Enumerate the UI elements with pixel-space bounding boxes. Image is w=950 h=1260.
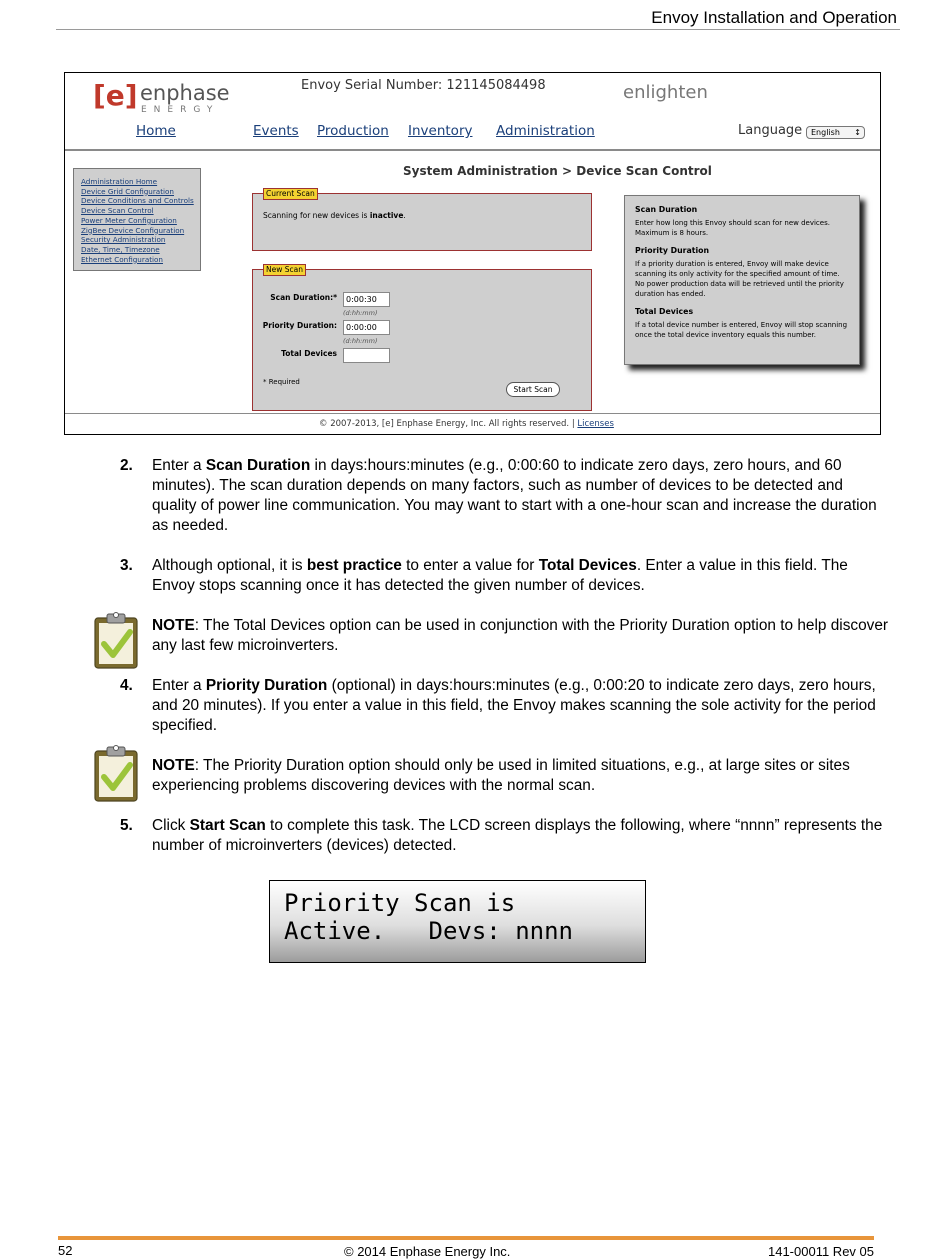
help-panel xyxy=(624,195,860,365)
scan-duration-hint: (d:hh:mm) xyxy=(343,309,378,317)
figure-footer-rule xyxy=(65,413,880,414)
side-menu-item[interactable]: Administration Home xyxy=(81,177,158,186)
page-number: 52 xyxy=(58,1243,73,1258)
help-text: If a priority duration is entered, Envoy will make device scanning its only activity for the specified amount of time. No power production data will be retrieved until the priority duration has ended. xyxy=(635,260,844,298)
help-heading: Priority Duration xyxy=(635,246,710,255)
priority-duration-label: Priority Duration: xyxy=(262,321,337,330)
step-3 xyxy=(120,556,890,596)
help-text: If a total device number is entered, Envoy will stop scanning once the total device inventory equals this number. xyxy=(635,321,848,339)
side-menu-item[interactable]: Device Scan Control xyxy=(81,206,154,216)
nav-inventory[interactable]: Inventory xyxy=(408,123,473,139)
envoy-screenshot-figure xyxy=(64,72,881,435)
step-number: 3. xyxy=(120,557,133,574)
language-select[interactable]: English ↕ xyxy=(806,126,865,139)
side-menu-item[interactable]: Ethernet Configuration xyxy=(81,254,163,264)
new-scan-tag: New Scan xyxy=(263,264,306,276)
step-text: Enter a Priority Duration (optional) in days:hours:minutes (e.g., 0:00:20 to indicate zero days, zero hours, and 20 minutes). If you enter a value in this field, the Envoy makes scanning the sole activity for the period specified. xyxy=(152,677,876,734)
step-text: Enter a Scan Duration in days:hours:minutes (e.g., 0:00:60 to indicate zero days, zero hours, and 60 minutes). The scan duration depends on many factors, such as number of devices to be detected and quality of power line communication. You may want to start with a one-hour scan and increase the duration as needed. xyxy=(152,457,877,534)
step-text: Click Start Scan to complete this task. The LCD screen displays the following, where “nnnn” represents the number of microinverters (devices) detected. xyxy=(152,817,883,854)
start-scan-button[interactable]: Start Scan xyxy=(506,382,560,397)
step-2 xyxy=(120,456,890,536)
nav-events[interactable]: Events xyxy=(253,123,299,139)
note-text: NOTE: The Priority Duration option should only be used in limited situations, e.g., at large sites or sites experiencing problems discovering devices with the normal scan. xyxy=(152,757,850,794)
side-menu-item[interactable]: Security Administration xyxy=(81,235,166,245)
side-menu-item[interactable]: Date, Time, Timezone xyxy=(81,244,160,254)
logo-bracket-e: [e] xyxy=(93,79,138,112)
footer-copyright: © 2014 Enphase Energy Inc. xyxy=(344,1244,511,1259)
help-heading: Total Devices xyxy=(635,307,694,316)
step-number: 2. xyxy=(120,457,133,474)
admin-side-menu xyxy=(73,168,201,271)
lcd-display xyxy=(269,880,646,963)
language-label: Language xyxy=(738,123,803,138)
lcd-line-2: Active. Devs: nnnn xyxy=(284,917,573,945)
help-heading: Scan Duration xyxy=(635,205,698,214)
priority-duration-hint: (d:hh:mm) xyxy=(343,337,378,345)
logo-sub: ENERGY xyxy=(141,105,220,115)
required-note: * Required xyxy=(263,378,300,386)
logo-word: enphase xyxy=(140,81,230,105)
scan-duration-label: Scan Duration:* xyxy=(270,293,337,302)
serial-number: Envoy Serial Number: 121145084498 xyxy=(301,78,546,93)
note-priority-duration xyxy=(120,756,890,796)
nav-home[interactable]: Home xyxy=(136,123,176,139)
note-total-devices xyxy=(120,616,890,656)
licenses-link[interactable]: Licenses xyxy=(577,419,614,429)
total-devices-input[interactable] xyxy=(343,348,390,363)
current-scan-panel xyxy=(252,189,592,251)
side-menu-item[interactable]: ZigBee Device Configuration xyxy=(81,225,185,235)
priority-duration-input[interactable]: 0:00:00 xyxy=(343,320,390,335)
side-menu-item[interactable]: Device Conditions and Controls xyxy=(81,196,194,206)
nav-production[interactable]: Production xyxy=(317,123,389,139)
footer-rule xyxy=(58,1236,874,1240)
step-number: 4. xyxy=(120,677,133,694)
header-rule xyxy=(56,29,900,30)
step-number: 5. xyxy=(120,817,133,834)
current-scan-status: Scanning for new devices is inactive. xyxy=(263,211,406,220)
side-menu-item[interactable]: Device Grid Configuration xyxy=(81,186,174,196)
nav-divider xyxy=(65,149,880,151)
step-text: Although optional, it is best practice to enter a value for Total Devices. Enter a value in this field. The Envoy stops scanning once it has detected the given number of devices. xyxy=(152,557,848,594)
step-4 xyxy=(120,676,890,736)
help-text: Enter how long this Envoy should scan for new devices. Maximum is 8 hours. xyxy=(635,219,830,237)
scan-duration-input[interactable]: 0:00:30 xyxy=(343,292,390,307)
running-header: Envoy Installation and Operation xyxy=(651,8,897,27)
total-devices-label: Total Devices xyxy=(281,349,337,358)
side-menu-item[interactable]: Power Meter Configuration xyxy=(81,215,177,225)
current-scan-tag: Current Scan xyxy=(263,188,318,200)
step-5 xyxy=(120,816,890,856)
note-text: NOTE: The Total Devices option can be used in conjunction with the Priority Duration option to help discover any last few microinverters. xyxy=(152,617,889,654)
lcd-line-1: Priority Scan is xyxy=(284,889,516,917)
nav-administration[interactable]: Administration xyxy=(496,123,595,139)
enlighten-brand: enlighten xyxy=(623,82,708,103)
new-scan-panel xyxy=(252,265,592,411)
admin-page-heading: System Administration > Device Scan Control xyxy=(403,164,712,178)
document-id: 141-00011 Rev 05 xyxy=(767,1244,874,1259)
figure-copyright: © 2007-2013, [e] Enphase Energy, Inc. All rights reserved. | Licenses xyxy=(319,419,614,429)
